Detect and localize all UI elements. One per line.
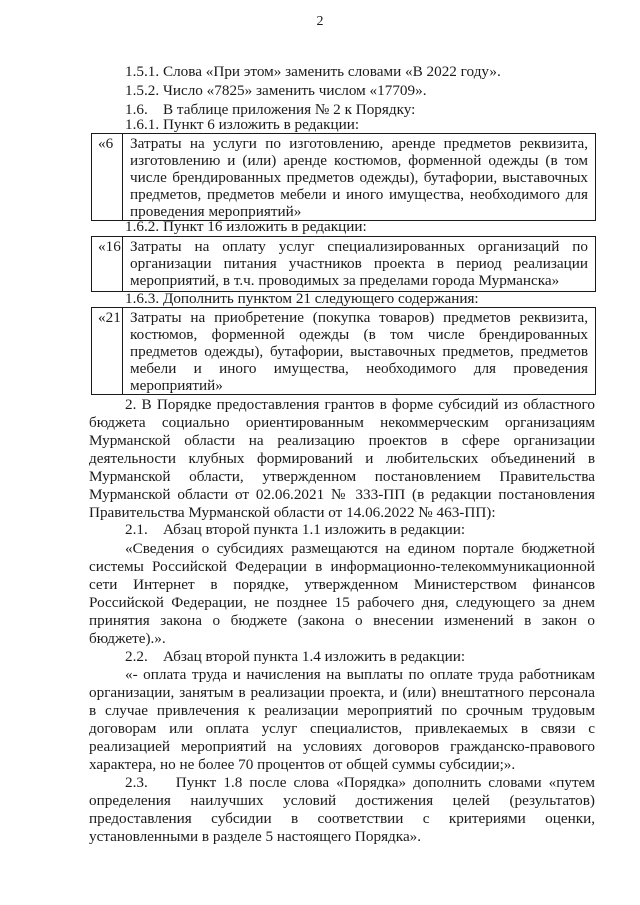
paragraph-2-line: Правительства Мурманской области от 14.06.2022 № 463-ПП):: [89, 504, 496, 521]
paragraph-2-line: деятельности клубных формирований и любительских объединений в: [89, 450, 595, 467]
row-text-cell: Затраты на приобретение (покупка товаров) предметов реквизита, костюмов, форменной одежды (в том числе брендированных предметов одежды), бутафории, выставочных предметов, предметов мебели и иного имущества, необходимого для проведения мероприятий»: [130, 309, 588, 394]
item-1-6-1: 1.6.1. Пункт 6 изложить в редакции:: [125, 116, 360, 133]
page-number: 2: [316, 14, 324, 29]
item-2-2: 2.2. Абзац второй пункта 1.4 изложить в редакции:: [125, 648, 466, 665]
quote-2-2-line: организации, занятым в реализации проекта, и (или) внештатного персонала: [89, 684, 595, 701]
quote-2-1-line: бюджете).».: [89, 630, 166, 647]
item-1-6-3: 1.6.3. Дополнить пунктом 21 следующего содержания:: [125, 290, 479, 307]
item-1-5-1: 1.5.1. Слова «При этом» заменить словами «В 2022 году».: [125, 63, 501, 80]
paragraph-2-line: Мурманской области от 02.06.2021 № 333-ПП (в редакции постановления: [89, 486, 595, 503]
paragraph-2-line: 2. В Порядке предоставления грантов в форме субсидий из областного: [125, 396, 595, 413]
paragraph-2-line: бюджета социально ориентированным некоммерческим организациям: [89, 414, 595, 431]
quote-2-2-line: характера, но не более 70 процентов от общей суммы субсидии;».: [89, 756, 516, 773]
row-number-cell: «21: [92, 308, 123, 394]
quote-2-1-line: принятия закона о бюджете (закона о внесении изменений в закон о: [89, 612, 595, 629]
row-number-cell: «16: [92, 237, 123, 291]
amendment-row-21: [91, 307, 596, 395]
row-number-cell: «6: [92, 134, 123, 220]
quote-2-1-line: сети Интернет в порядке, утвержденном Министерством финансов: [89, 576, 595, 593]
paragraph-2-3-line: предоставления субсидии в соответствии с критериями оценки,: [89, 810, 595, 827]
item-1-6-2: 1.6.2. Пункт 16 изложить в редакции:: [125, 218, 367, 235]
paragraph-2-3-line: определения наилучших условий достижения целей (результатов): [89, 792, 595, 809]
row-text-cell: Затраты на оплату услуг специализированных организаций по организации питания участников проекта в период реализации мероприятий, в т.ч. проводимых за пределами города Мурманска»: [130, 238, 588, 289]
quote-2-1-line: «Сведения о субсидиях размещаются на едином портале бюджетной: [125, 540, 595, 557]
paragraph-2-line: Мурманской области, утвержденном постановлением Правительства: [89, 468, 595, 485]
item-2-1: 2.1. Абзац второй пункта 1.1 изложить в редакции:: [125, 521, 466, 538]
quote-2-2-line: «- оплата труда и начисления на выплаты по оплате труда работникам: [125, 666, 595, 683]
paragraph-2-line: Мурманской области на реализацию проектов в сфере организации: [89, 432, 595, 449]
quote-2-1-line: системы Российской Федерации в информационно-телекоммуникационной: [89, 558, 595, 575]
quote-2-2-line: в случае привлечения к реализации мероприятий по срочным трудовым: [89, 702, 595, 719]
item-1-6: 1.6. В таблице приложения № 2 к Порядку:: [125, 101, 416, 118]
paragraph-2-3-line: установленными в разделе 5 настоящего Порядка».: [89, 828, 422, 845]
quote-2-2-line: договорам или оплата услуг специалистов, привлекаемых в связи с: [89, 720, 595, 737]
paragraph-2-3-line: 2.3. Пункт 1.8 после слова «Порядка» дополнить словами «путем: [125, 774, 595, 791]
row-text-cell: Затраты на услуги по изготовлению, аренде предметов реквизита, изготовлению и (или) аренде костюмов, форменной одежды (в том числе брендированных предметов одежды), бутафории, выставочных предметов, предметов мебели и иного имущества, необходимого для проведения мероприятий»: [130, 135, 588, 220]
item-1-5-2: 1.5.2. Число «7825» заменить числом «17709».: [125, 82, 427, 99]
amendment-row-16: [91, 236, 596, 292]
quote-2-1-line: Российской Федерации, не позднее 15 рабочего дня, следующего за днем: [89, 594, 595, 611]
quote-2-2-line: реализацией мероприятий на условиях договоров гражданско-правового: [89, 738, 595, 755]
amendment-row-6: [91, 133, 596, 221]
